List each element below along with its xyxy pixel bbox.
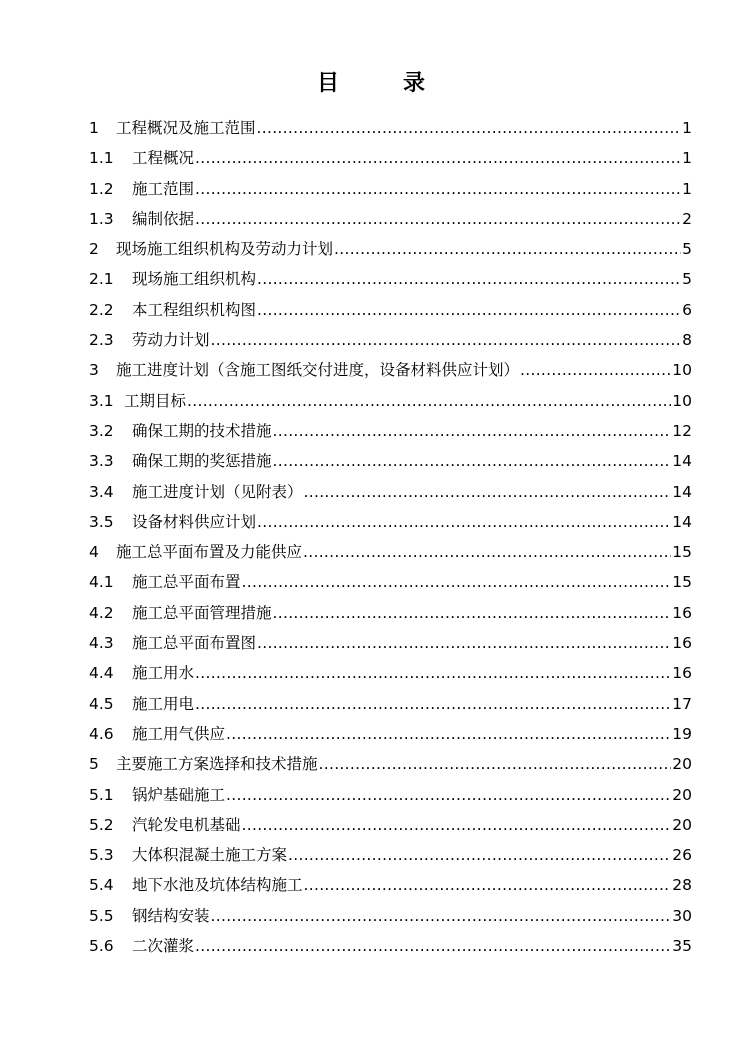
toc-entry-title: 现场施工组织机构及劳动力计划 [116,240,334,259]
toc-entry-number: 4.6 [89,724,114,743]
toc-entry[interactable] [89,689,692,719]
toc-entry-number: 3.4 [89,482,114,501]
table-of-contents [89,113,692,961]
toc-entry-title: 确保工期的奖惩措施 [132,452,272,471]
toc-entry-number: 3.5 [89,512,114,531]
toc-entry-page: 19 [672,724,692,743]
toc-entry-page: 8 [682,331,692,350]
toc-entry-title: 锅炉基础施工 [132,785,226,804]
toc-entry-page: 16 [672,634,692,653]
toc-dot-leader [273,446,672,476]
toc-entry[interactable] [89,780,692,810]
toc-entry-number: 4.4 [89,664,114,683]
toc-entry[interactable] [89,749,692,779]
toc-entry-title: 施工用气供应 [132,724,226,743]
toc-entry-title: 设备材料供应计划 [132,512,257,531]
toc-entry-number: 4.3 [89,634,114,653]
toc-entry-page: 30 [672,906,692,925]
toc-entry-title: 施工用水 [132,664,195,683]
toc-entry[interactable] [89,477,692,507]
toc-entry[interactable] [89,901,692,931]
toc-entry-page: 5 [682,270,692,289]
toc-entry[interactable] [89,264,692,294]
toc-entry-page: 20 [672,785,692,804]
toc-entry-number: 1.3 [89,209,114,228]
toc-entry-number: 4.2 [89,603,114,622]
toc-entry-page: 2 [682,209,692,228]
toc-entry[interactable] [89,567,692,597]
toc-entry-page: 14 [672,512,692,531]
toc-dot-leader [242,567,672,597]
toc-entry-title: 施工总平面布置及力能供应 [116,543,303,562]
toc-dot-leader [334,234,681,264]
toc-dot-leader [195,174,681,204]
toc-entry-title: 确保工期的技术措施 [132,421,272,440]
toc-entry-number: 3 [89,361,99,380]
toc-entry[interactable] [89,325,692,355]
toc-entry[interactable] [89,719,692,749]
toc-entry-number: 1.1 [89,149,114,168]
toc-entry-page: 26 [672,846,692,865]
toc-dot-leader [257,264,681,294]
toc-dot-leader [187,386,671,416]
toc-entry-number: 5.1 [89,785,114,804]
toc-entry-number: 5.4 [89,876,114,895]
toc-dot-leader [304,870,672,900]
toc-dot-leader [319,749,672,779]
toc-dot-leader [257,507,671,537]
toc-entry-page: 12 [672,421,692,440]
toc-dot-leader [273,598,672,628]
toc-entry-title: 施工总平面布置 [132,573,241,592]
toc-entry[interactable] [89,507,692,537]
toc-dot-leader [226,719,671,749]
toc-entry[interactable] [89,143,692,173]
toc-entry[interactable] [89,446,692,476]
toc-entry-title: 工程概况 [132,149,195,168]
toc-dot-leader [195,143,681,173]
toc-entry-page: 15 [672,543,692,562]
toc-dot-leader [257,628,671,658]
toc-entry-title: 钢结构安装 [132,906,210,925]
toc-dot-leader [303,537,671,567]
toc-entry-number: 5.5 [89,906,114,925]
toc-entry[interactable] [89,174,692,204]
toc-entry-number: 5.6 [89,937,114,956]
toc-entry-number: 2 [89,240,99,259]
toc-entry-page: 1 [682,119,692,137]
toc-entry-number: 3.1 [89,391,114,410]
toc-entry-page: 6 [682,300,692,319]
toc-entry-number: 1 [89,119,99,137]
toc-entry-page: 1 [682,149,692,168]
toc-dot-leader [195,689,671,719]
toc-entry-number: 2.1 [89,270,114,289]
toc-dot-leader [257,113,682,143]
toc-entry-title: 大体积混凝土施工方案 [132,846,288,865]
toc-entry-title: 工程概况及施工范围 [116,119,256,137]
toc-entry-title: 本工程组织机构图 [132,300,257,319]
toc-entry[interactable] [89,386,692,416]
toc-entry-title: 二次灌浆 [132,937,195,956]
toc-entry-title: 现场施工组织机构 [132,270,257,289]
toc-entry-title: 编制依据 [132,209,195,228]
page-title [0,66,744,97]
toc-entry-title: 劳动力计划 [132,331,210,350]
toc-entry-page: 15 [672,573,692,592]
toc-entry[interactable] [89,204,692,234]
toc-dot-leader [520,355,671,385]
toc-entry-number: 3.3 [89,452,114,471]
toc-dot-leader [226,780,671,810]
toc-dot-leader [211,325,682,355]
toc-entry-title: 主要施工方案选择和技术措施 [116,755,318,774]
toc-entry-page: 17 [672,694,692,713]
toc-entry[interactable] [89,658,692,688]
toc-entry[interactable] [89,931,692,961]
toc-entry-number: 4.5 [89,694,114,713]
toc-entry[interactable] [89,537,692,567]
toc-entry-title: 施工范围 [132,179,195,198]
toc-dot-leader [195,204,681,234]
toc-entry[interactable] [89,295,692,325]
toc-entry-number: 2.3 [89,331,114,350]
toc-dot-leader [273,416,672,446]
toc-entry[interactable] [89,870,692,900]
toc-entry-title: 地下水池及坑体结构施工 [132,876,303,895]
toc-entry[interactable] [89,628,692,658]
toc-entry[interactable] [89,234,692,264]
toc-entry[interactable] [89,598,692,628]
toc-entry[interactable] [89,355,692,385]
toc-dot-leader [195,658,671,688]
toc-entry-number: 4.1 [89,573,114,592]
title-char-1: 目 [316,71,341,96]
toc-entry-page: 5 [682,240,692,259]
toc-entry-number: 5.3 [89,846,114,865]
toc-dot-leader [257,295,681,325]
toc-entry-page: 20 [672,755,692,774]
toc-dot-leader [242,810,672,840]
toc-entry-page: 10 [672,361,692,380]
toc-entry-page: 14 [672,482,692,501]
toc-entry[interactable] [89,810,692,840]
toc-entry-title: 施工总平面布置图 [132,634,257,653]
toc-entry-number: 4 [89,543,99,562]
toc-dot-leader [211,901,672,931]
title-char-2: 录 [403,71,428,96]
toc-entry-page: 35 [672,937,692,956]
toc-entry-page: 1 [682,179,692,198]
toc-entry-page: 16 [672,664,692,683]
toc-entry-page: 16 [672,603,692,622]
toc-entry[interactable] [89,840,692,870]
toc-entry-title: 施工进度计划（见附表） [132,482,303,501]
toc-entry[interactable] [89,416,692,446]
toc-entry-title: 施工用电 [132,694,195,713]
toc-entry[interactable] [89,113,692,143]
toc-entry-number: 5 [89,755,99,774]
toc-entry-page: 14 [672,452,692,471]
toc-dot-leader [288,840,671,870]
toc-entry-page: 20 [672,815,692,834]
toc-entry-title: 施工总平面管理措施 [132,603,272,622]
toc-entry-title: 施工进度计划（含施工图纸交付进度，设备材料供应计划） [116,361,520,380]
toc-dot-leader [304,477,672,507]
toc-entry-page: 10 [672,391,692,410]
toc-dot-leader [195,931,671,961]
toc-entry-number: 5.2 [89,815,114,834]
toc-entry-page: 28 [672,876,692,895]
toc-entry-title: 工期目标 [124,391,187,410]
toc-entry-number: 1.2 [89,179,114,198]
toc-entry-number: 3.2 [89,421,114,440]
toc-entry-number: 2.2 [89,300,114,319]
toc-entry-title: 汽轮发电机基础 [132,815,241,834]
